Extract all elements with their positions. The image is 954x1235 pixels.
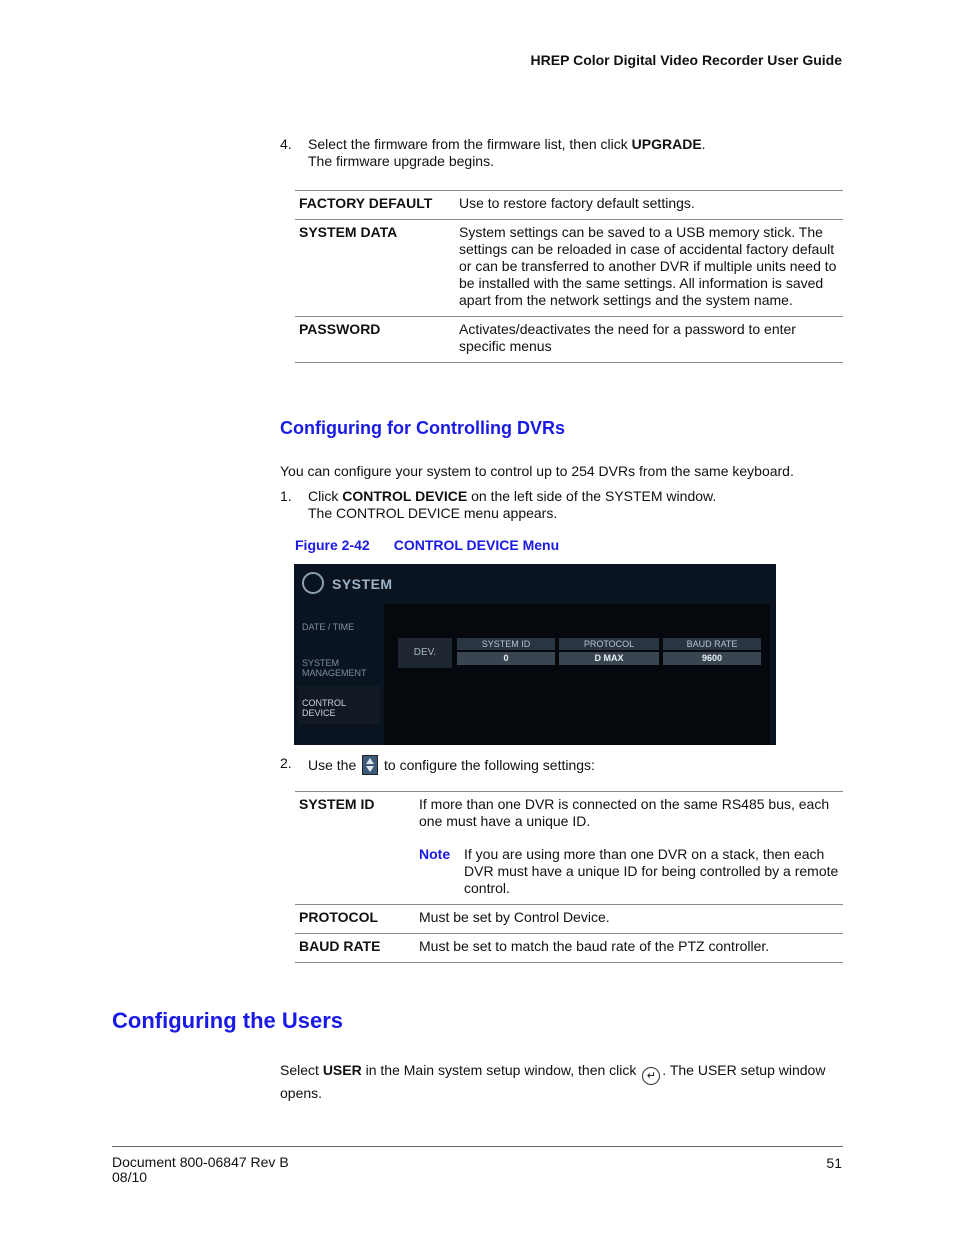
note-label: Note bbox=[419, 846, 451, 862]
menu-label: MANAGEMENT bbox=[302, 668, 367, 678]
figure-title: CONTROL DEVICE Menu bbox=[393, 537, 560, 553]
col-baud-rate: BAUD RATE bbox=[663, 638, 761, 650]
step-text-end: . bbox=[701, 136, 706, 152]
enter-icon: ↵ bbox=[642, 1067, 660, 1085]
note-text: If you are using more than one DVR on a stack, then each DVR must have a unique ID for being controlled by a remote control. bbox=[464, 846, 839, 896]
settings-table-2 bbox=[295, 791, 843, 963]
col-system-id: SYSTEM ID bbox=[457, 638, 555, 650]
settings-panel bbox=[384, 604, 770, 745]
table-term: PROTOCOL bbox=[295, 905, 415, 934]
table-desc: Must be set by Control Device. bbox=[415, 905, 843, 934]
menu-date-time: DATE / TIME bbox=[302, 622, 355, 632]
section-intro: You can configure your system to control up to 254 DVRs from the same keyboard. bbox=[280, 463, 794, 479]
step-text: Click bbox=[308, 488, 343, 504]
table-term: SYSTEM ID bbox=[295, 792, 415, 905]
step-4 bbox=[280, 136, 840, 170]
system-logo-icon bbox=[302, 572, 324, 594]
figure-label: Figure 2-42 bbox=[295, 537, 370, 553]
para-text: in the Main system setup window, then click bbox=[361, 1062, 641, 1078]
col-protocol: PROTOCOL bbox=[559, 638, 659, 650]
table-row bbox=[295, 905, 843, 934]
table-row bbox=[295, 934, 843, 963]
table-row bbox=[295, 220, 843, 317]
step-result: The CONTROL DEVICE menu appears. bbox=[308, 505, 558, 521]
section-heading: Configuring for Controlling DVRs bbox=[280, 418, 565, 438]
step-2 bbox=[280, 755, 840, 775]
up-down-arrows-icon bbox=[362, 755, 378, 775]
step-number: 1. bbox=[280, 488, 292, 504]
table-term: BAUD RATE bbox=[295, 934, 415, 963]
table-desc-text: If more than one DVR is connected on the same RS485 bus, each one must have a unique ID. bbox=[419, 796, 830, 829]
para-text-end: . The USER setup window opens. bbox=[280, 1062, 826, 1101]
control-device-screenshot bbox=[294, 564, 776, 745]
value-system-id: 0 bbox=[457, 652, 555, 665]
step-1 bbox=[280, 488, 840, 522]
step-number: 4. bbox=[280, 136, 292, 152]
step-keyword: UPGRADE bbox=[631, 136, 702, 152]
table-row bbox=[295, 191, 843, 220]
step-text: Select the firmware from the firmware list, then click bbox=[308, 136, 632, 152]
page-number: 51 bbox=[826, 1155, 842, 1171]
step-keyword: CONTROL DEVICE bbox=[342, 488, 468, 504]
para-text: Select bbox=[280, 1062, 323, 1078]
table-desc: System settings can be saved to a USB memory stick. The settings can be reloaded in case of accidental factory default or can be transferred to another DVR if multiple units need to be installed with the same settings. All information is saved apart from the network settings and the system name. bbox=[455, 220, 843, 317]
users-paragraph bbox=[280, 1062, 840, 1102]
step-text-end: to configure the following settings: bbox=[380, 757, 595, 773]
menu-label: DEVICE bbox=[302, 708, 336, 718]
step-text-end: on the left side of the SYSTEM window. bbox=[467, 488, 717, 504]
table-desc: Activates/deactivates the need for a password to enter specific menus bbox=[455, 317, 843, 363]
footer-divider bbox=[112, 1146, 843, 1147]
menu-system-management bbox=[302, 658, 367, 678]
menu-control-device bbox=[302, 698, 346, 718]
doc-number: Document 800-06847 Rev B bbox=[112, 1154, 289, 1170]
table-row bbox=[295, 317, 843, 363]
doc-date: 08/10 bbox=[112, 1169, 148, 1185]
table-row bbox=[295, 792, 843, 905]
menu-label: CONTROL bbox=[302, 698, 347, 708]
screen-title: SYSTEM bbox=[332, 576, 393, 592]
step-result: The firmware upgrade begins. bbox=[308, 153, 494, 169]
footer-doc-info bbox=[112, 1155, 289, 1185]
table-term: FACTORY DEFAULT bbox=[295, 191, 455, 220]
settings-table-1 bbox=[295, 190, 843, 363]
dev-label: DEV. bbox=[398, 638, 452, 668]
value-protocol: D MAX bbox=[559, 652, 659, 665]
step-number: 2. bbox=[280, 755, 292, 771]
para-keyword: USER bbox=[322, 1062, 362, 1078]
table-term: SYSTEM DATA bbox=[295, 220, 455, 317]
value-baud-rate: 9600 bbox=[663, 652, 761, 665]
figure-caption bbox=[295, 537, 559, 553]
running-header: HREP Color Digital Video Recorder User Guide bbox=[530, 52, 842, 68]
table-term: PASSWORD bbox=[295, 317, 455, 363]
menu-label: SYSTEM bbox=[302, 658, 340, 668]
note bbox=[419, 846, 839, 897]
table-desc: Use to restore factory default settings. bbox=[455, 191, 843, 220]
step-text: Use the bbox=[308, 757, 361, 773]
chapter-heading: Configuring the Users bbox=[112, 1008, 344, 1033]
table-desc bbox=[415, 792, 843, 905]
table-desc: Must be set to match the baud rate of the PTZ controller. bbox=[415, 934, 843, 963]
